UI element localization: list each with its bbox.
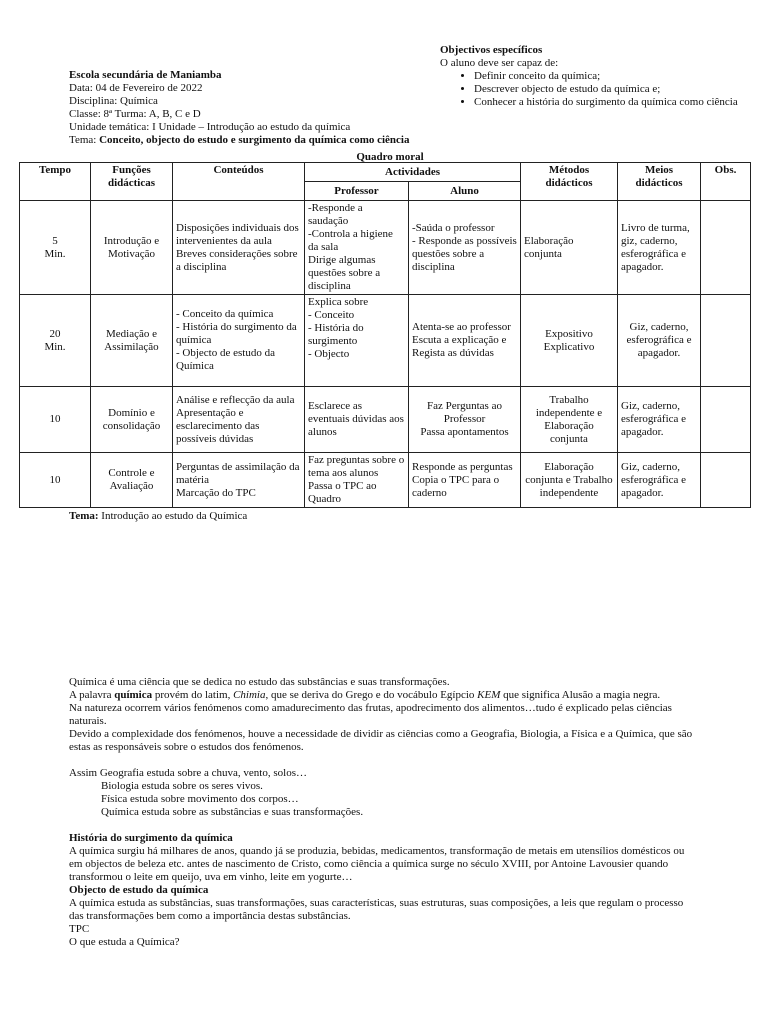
section-heading: História do surgimento da química (69, 832, 233, 844)
cell-conteudo: - Conceito da química - História do surgimento da química - Objecto de estudo da Química (173, 295, 305, 387)
paragraph: Química é uma ciência que se dedica no estudo das substâncias e suas transformações. (69, 676, 450, 688)
paragraph: A química surgiu há milhares de anos, quando já se produzia, bebidas, medicamentos, transformação de metais em utensílios domésticos ou em objectos de beleza etc. antes de nascimento de Cristo, como ciência a química surge no século XVIII, por Antoine Lavousier quando transformou o leite em queijo, uva em vinho, leite em yogurte… (69, 845, 685, 883)
cell-aluno: Atenta-se ao professor Escuta a explicação e Regista as dúvidas (409, 295, 521, 387)
header-meios: Meios didácticos (618, 163, 701, 201)
cell-meios: Giz, caderno, esferográfica e apagador. (618, 387, 701, 453)
cell-funcao: Introdução e Motivação (91, 201, 173, 295)
cell-aluno: Faz Perguntas ao Professor Passa apontamentos (409, 387, 521, 453)
header-obs: Obs. (701, 163, 751, 201)
lesson-subject: Disciplina: Química (69, 95, 158, 107)
objectives-intro: O aluno deve ser capaz de: (440, 57, 559, 69)
lesson-tema (69, 134, 489, 147)
cell-tempo: 10 (20, 453, 91, 508)
cell-aluno: -Saúda o professor - Responde as possíveis questões sobre a disciplina (409, 201, 521, 295)
table-row (20, 295, 751, 387)
cell-conteudo: Disposições individuais dos intervenientes da aula Breves considerações sobre a disciplina (173, 201, 305, 295)
cell-funcao: Controle e Avaliação (91, 453, 173, 508)
header-conteudos: Conteúdos (173, 163, 305, 201)
cell-conteudo: Análise e reflecção da aula Apresentação e esclarecimento das possíveis dúvidas (173, 387, 305, 453)
cell-tempo: 10 (20, 387, 91, 453)
objective-item: • Conhecer a história do surgimento da química como ciência (474, 96, 740, 109)
header-professor: Professor (305, 182, 409, 201)
paragraph: Devido a complexidade dos fenómenos, houve a necessidade de dividir as ciências como a Geografia, Biologia, a Física e a Química, que são estas as responsáveis sobre o estudos dos fenómenos. (69, 728, 693, 753)
paragraph: O que estuda a Química? (69, 936, 180, 948)
tema-value: Conceito, objecto do estudo e surgimento da química como ciência (99, 134, 410, 146)
paragraph (69, 689, 699, 702)
cell-obs (701, 453, 751, 508)
cell-metodo: Expositivo Explicativo (521, 295, 618, 387)
school-name: Escola secundária de Maniamba (69, 69, 222, 81)
paragraph: A química estuda as substâncias, suas transformações, suas características, suas estruturas, suas composições, a leis que regulam o processo das transformações bem como a importância destas substâncias. (69, 897, 684, 922)
cell-metodo: Elaboração conjunta e Trabalho independente (521, 453, 618, 508)
paragraph: Química estuda sobre as substâncias e suas transformações. (101, 806, 364, 818)
table-row (20, 453, 751, 508)
tema-label: Tema: (69, 134, 97, 146)
lesson-info (69, 69, 489, 147)
paragraph: TPC (69, 923, 90, 935)
tema2-label: Tema: (69, 510, 99, 522)
cell-conteudo: Perguntas de assimilação da matéria Marcação do TPC (173, 453, 305, 508)
lesson-notes (69, 676, 699, 949)
objectives-heading: Objectivos específicos (440, 44, 543, 56)
cell-funcao: Domínio e consolidação (91, 387, 173, 453)
header-actividades: Actividades (305, 163, 521, 182)
cell-professor: Esclarece as eventuais dúvidas aos alunos (305, 387, 409, 453)
cell-obs (701, 201, 751, 295)
header-metodos: Métodos didácticos (521, 163, 618, 201)
cell-meios: Giz, caderno, esferográfica e apagador. (618, 295, 701, 387)
cell-meios: Giz, caderno, esferográfica e apagador. (618, 453, 701, 508)
cell-obs (701, 387, 751, 453)
second-tema (69, 510, 247, 523)
table-title: Quadro moral (356, 151, 424, 163)
lesson-plan-table (19, 162, 751, 508)
cell-meios: Livro de turma, giz, caderno, esferográfica e apagador. (618, 201, 701, 295)
cell-aluno: Responde as perguntas Copia o TPC para o caderno (409, 453, 521, 508)
header-tempo: Tempo (20, 163, 91, 201)
header-funcoes: Funções didácticas (91, 163, 173, 201)
lesson-unit: Unidade temática: I Unidade – Introdução ao estudo da química (69, 121, 351, 133)
text-run: química (114, 689, 153, 701)
cell-tempo: 5 Min. (20, 201, 91, 295)
paragraph: Na natureza ocorrem vários fenómenos como amadurecimento das frutas, apodrecimento dos alimentos…tudo é explicado pelas ciências naturais. (69, 702, 672, 727)
section-heading: Objecto de estudo da química (69, 884, 209, 896)
table-row (20, 201, 751, 295)
text-run: A palavra (69, 689, 115, 701)
objective-item: • Descrever objecto de estudo da química e; (474, 83, 740, 96)
text-run: Chimia (233, 689, 266, 701)
cell-professor: Faz preguntas sobre o tema aos alunos Passa o TPC ao Quadro (305, 453, 409, 508)
paragraph: Biologia estuda sobre os seres vivos. (101, 780, 263, 792)
paragraph: Assim Geografia estuda sobre a chuva, vento, solos… (69, 767, 307, 779)
cell-obs (701, 295, 751, 387)
cell-tempo: 20 Min. (20, 295, 91, 387)
lesson-class: Classe: 8ª Turma: A, B, C e D (69, 108, 201, 120)
tema2-value: Introdução ao estudo da Química (101, 510, 248, 522)
objective-item: • Definir conceito da química; (474, 70, 740, 83)
header-aluno: Aluno (409, 182, 521, 201)
cell-professor: Explica sobre - Conceito - História do surgimento - Objecto (305, 295, 409, 387)
text-run: , que se deriva do Grego e do vocábulo Egípcio (265, 689, 478, 701)
cell-funcao: Mediação e Assimilação (91, 295, 173, 387)
paragraph: Física estuda sobre movimento dos corpos… (101, 793, 299, 805)
lesson-date: Data: 04 de Fevereiro de 2022 (69, 82, 203, 94)
cell-professor: -Responde a saudação -Controla a higiene da sala Dirige algumas questões sobre a disciplina (305, 201, 409, 295)
cell-metodo: Trabalho independente e Elaboração conjunta (521, 387, 618, 453)
text-run: provém do latim, (152, 689, 234, 701)
text-run: que significa Alusão a magia negra. (500, 689, 661, 701)
text-run: KEM (477, 689, 501, 701)
table-row (20, 387, 751, 453)
cell-metodo: Elaboração conjunta (521, 201, 618, 295)
